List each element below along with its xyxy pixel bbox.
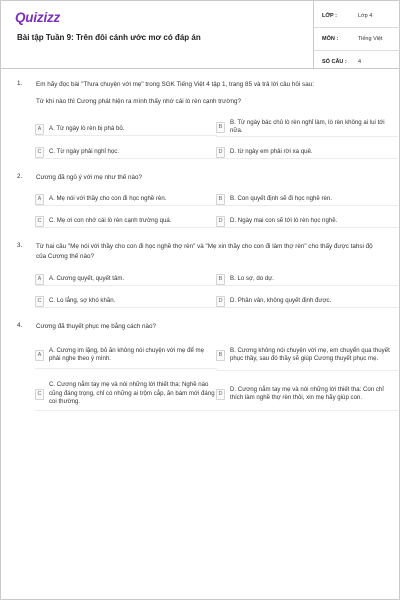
option-letter: D: [216, 147, 225, 158]
option-text: C. Từ ngày phải nghỉ học.: [49, 147, 120, 155]
option-letter: B: [216, 122, 225, 133]
meta-value: Lớp 4: [358, 13, 373, 19]
option-text: A. Cương im lặng, bỏ ăn không nói chuyện với mẹ để mẹ phải nghe theo ý mình.: [49, 346, 205, 362]
meta-value: Tiếng Việt: [358, 36, 383, 42]
option-divider: [216, 307, 398, 308]
option-text: D. Cương nắm tay mẹ và nói những lời thiết tha: Con chỉ thích làm nghề thợ rèn thôi, xin mẹ hãy giúp con.: [230, 385, 384, 401]
option-text: D. từ ngày em phải rời xa quê.: [230, 147, 313, 155]
option-text: D. Ngày mai con sẽ tới lò rèn học nghề.: [230, 216, 338, 224]
option-divider: [216, 158, 398, 159]
option-letter: B: [216, 350, 225, 361]
option-text: B. Lo sợ, do dự.: [230, 274, 274, 282]
option-divider: [35, 227, 217, 228]
meta-label: SỐ CÂU :: [322, 59, 347, 65]
option-text: A. Cương quyết, quyết tâm.: [49, 274, 125, 282]
answer-option-b[interactable]: [216, 339, 398, 371]
option-divider: [35, 135, 217, 136]
option-letter: D: [216, 389, 225, 400]
worksheet-header: [1, 1, 400, 69]
question-number: 4.: [17, 322, 23, 329]
option-divider: [216, 370, 398, 371]
question-number: 3.: [17, 242, 23, 249]
answer-option-b[interactable]: [216, 272, 398, 286]
question-text: Từ hai câu "Mẹ nói với thầy cho con đi học nghề thợ rèn" và "Mẹ xin thầy cho con đi làm thợ rèn" cho thấy được tahsi độ của Cương thế nào?: [36, 243, 373, 260]
answer-option-c[interactable]: [35, 214, 217, 228]
question-subtext: Từ khi nào thì Cương phát hiện ra mình thấy nhớ cái lò rèn cạnh trường?: [36, 98, 241, 105]
option-letter: A: [35, 274, 44, 285]
option-letter: A: [35, 124, 44, 135]
answer-option-a[interactable]: [35, 122, 217, 136]
option-letter: C: [35, 216, 44, 227]
question-number: 1.: [17, 80, 23, 87]
question-text: Cương đã thuyết phục mẹ bằng cách nào?: [36, 323, 157, 330]
worksheet-title: Bài tập Tuần 9: Trên đôi cánh ước mơ có đáp án: [17, 33, 201, 42]
question-text: Em hãy đọc bài "Thưa chuyện với mẹ" trong SGK Tiếng Việt 4 tập 1, trang 85 và trả lời câu hỏi sau:: [36, 81, 314, 88]
option-divider: [35, 158, 217, 159]
option-divider: [35, 307, 217, 308]
option-divider: [35, 368, 217, 369]
option-divider: [35, 410, 217, 411]
answer-option-a[interactable]: [35, 272, 217, 286]
answer-option-d[interactable]: [216, 377, 398, 411]
option-divider: [35, 205, 217, 206]
option-letter: C: [35, 147, 44, 158]
option-letter: C: [35, 389, 44, 400]
answer-option-c[interactable]: [35, 294, 217, 308]
meta-label: LỚP :: [322, 13, 337, 19]
quizizz-logo: Quizizz: [15, 10, 61, 25]
option-letter: A: [35, 350, 44, 361]
meta-label: MÔN :: [322, 36, 339, 42]
option-text: B. Con quyết định sẽ đi học nghề rèn.: [230, 194, 332, 202]
option-letter: B: [216, 274, 225, 285]
option-divider: [35, 285, 217, 286]
meta-row-grade: [314, 11, 400, 28]
meta-value: 4: [358, 59, 362, 65]
option-divider: [216, 205, 398, 206]
option-letter: B: [216, 194, 225, 205]
option-text: D. Phân vân, không quyết định được.: [230, 296, 332, 304]
option-divider: [216, 227, 398, 228]
option-divider: [216, 136, 398, 137]
option-text: B. Cương không nói chuyện với mẹ, em chuyển qua thuyết phục thầy, sau đó thầy sẽ giúp Cương thuyết phục mẹ.: [230, 346, 390, 362]
option-text: C. Cương nắm tay mẹ và nói những lời thiết tha: Nghề nào cũng đáng trọng, chỉ có những ai trộm cắp, ăn bám mới đáng coi thường.: [49, 381, 215, 406]
option-text: A. Mẹ nói với thầy cho con đi học nghề rèn.: [49, 194, 167, 202]
answer-option-a[interactable]: [35, 192, 217, 206]
meta-row-subject: [314, 34, 400, 51]
worksheet-meta-table: [313, 1, 400, 69]
question-text: Cương đã ngỏ ý với mẹ như thế nào?: [36, 174, 142, 181]
answer-option-c[interactable]: [35, 377, 217, 411]
option-text: C. Mẹ ơi con nhớ cái lò rèn cạnh trường quá.: [49, 216, 172, 224]
option-letter: D: [216, 296, 225, 307]
option-text: C. Lo lắng, sợ khó khăn.: [49, 296, 116, 304]
answer-option-b[interactable]: [216, 192, 398, 206]
option-text: A. Từ ngày lò rèn bị phá bỏ.: [49, 124, 125, 132]
answer-option-c[interactable]: [35, 145, 217, 159]
answer-option-b[interactable]: [216, 117, 398, 137]
option-divider: [216, 410, 398, 411]
option-letter: C: [35, 296, 44, 307]
meta-row-question-count: [314, 57, 400, 74]
answer-option-d[interactable]: [216, 214, 398, 228]
option-letter: A: [35, 194, 44, 205]
question-number: 2.: [17, 173, 23, 180]
answer-option-d[interactable]: [216, 294, 398, 308]
option-divider: [216, 285, 398, 286]
option-letter: D: [216, 216, 225, 227]
answer-option-d[interactable]: [216, 145, 398, 159]
answer-option-a[interactable]: [35, 341, 217, 369]
option-text: B. Từ ngày bác chủ lò rèn nghỉ làm, lò rèn không ai lui tới nữa.: [230, 118, 385, 134]
